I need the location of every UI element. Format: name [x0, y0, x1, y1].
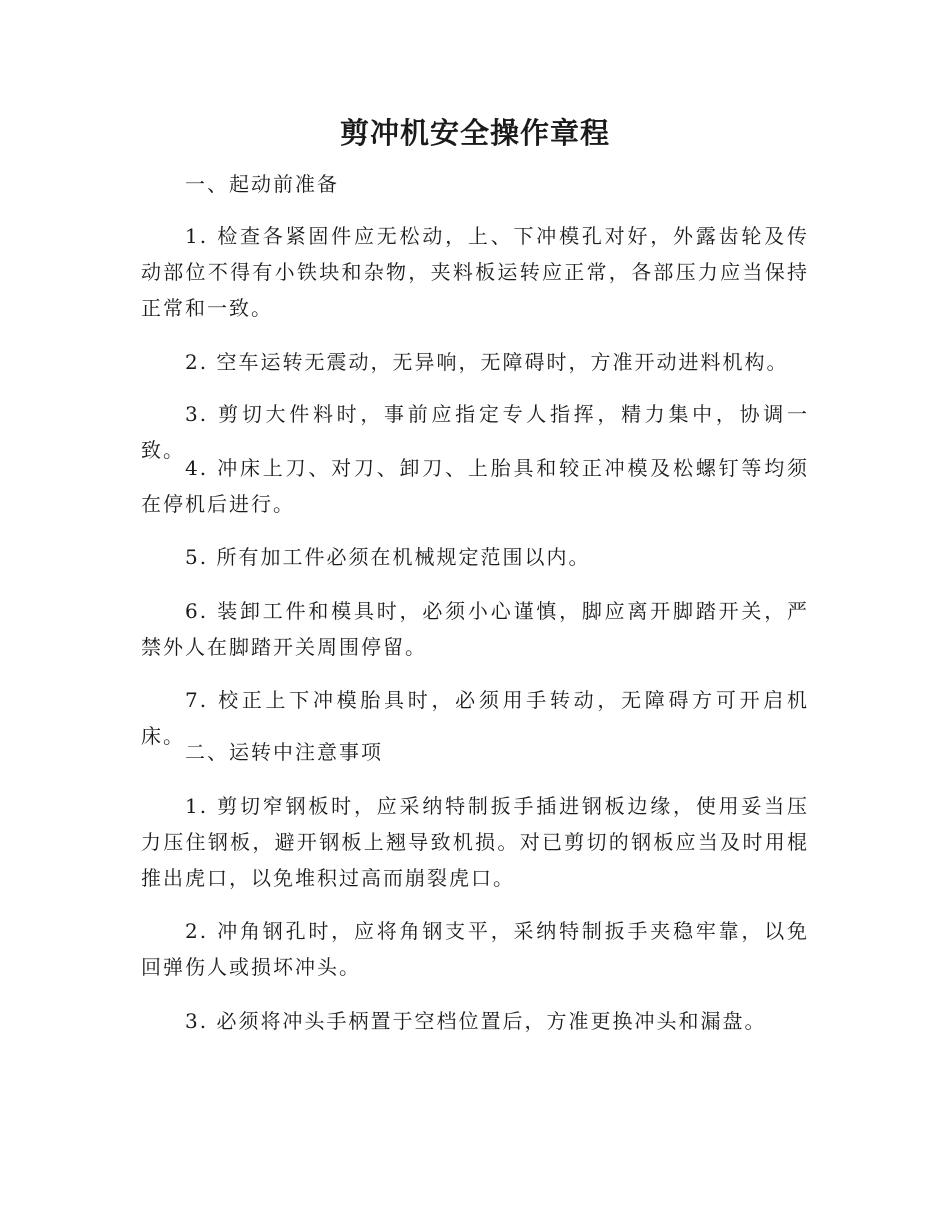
- section2-item-1: 1. 剪切窄钢板时，应采纳特制扳手插进钢板边缘，使用妥当压力压住钢板，避开钢板上翘导致机损。对已剪切的钢板应当及时用棍推出虎口，以免堆积过高而崩裂虎口。: [141, 794, 809, 890]
- section1-item-4: 4. 冲床上刀、对刀、卸刀、上胎具和较正冲模及松螺钉等均须在停机后进行。: [141, 456, 809, 516]
- section1-item-1: 1. 检查各紧固件应无松动，上、下冲模孔对好，外露齿轮及传动部位不得有小铁块和杂物，夹料板运转应正常，各部压力应当保持正常和一致。: [141, 224, 809, 320]
- section-heading-1: 一、起动前准备: [185, 172, 339, 196]
- section1-item-6: 6. 装卸工件和模具时，必须小心谨慎，脚应离开脚踏开关，严禁外人在脚踏开关周围停留。: [141, 599, 809, 659]
- document-title: 剪冲机安全操作章程: [339, 116, 610, 150]
- section1-item-5: 5. 所有加工件必须在机械规定范围以内。: [185, 545, 591, 569]
- section1-item-3: 3. 剪切大件料时，事前应指定专人指挥，精力集中，协调一致。: [141, 402, 809, 462]
- section1-item-7: 7. 校正上下冲模胎具时，必须用手转动，无障碍方可开启机床。: [141, 688, 809, 748]
- section1-item-2: 2. 空车运转无震动，无异响，无障碍时，方准开动进料机构。: [185, 350, 789, 374]
- section-heading-2: 二、运转中注意事项: [185, 740, 383, 764]
- section2-item-2: 2. 冲角钢孔时，应将角钢支平，采纳特制扳手夹稳牢靠，以免回弹伤人或损坏冲头。: [141, 919, 809, 979]
- section2-item-3: 3. 必须将冲头手柄置于空档位置后，方准更换冲头和漏盘。: [185, 1009, 767, 1033]
